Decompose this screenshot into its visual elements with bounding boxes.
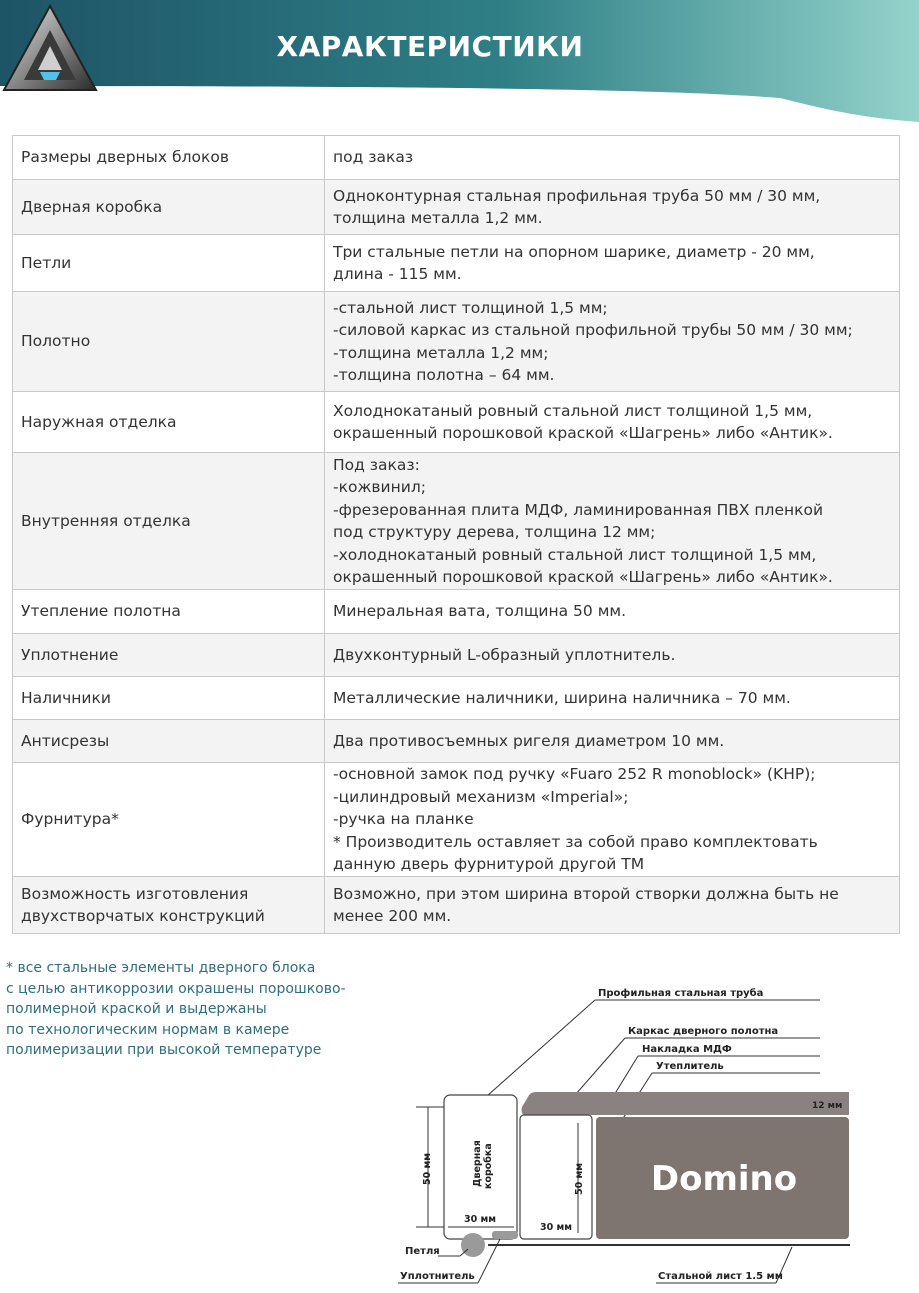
spec-value-line: окрашенный порошковой краской «Шагрень» либо «Антик». xyxy=(333,568,833,586)
spec-value-line: Холоднокатаный ровный стальной лист толщиной 1,5 мм, xyxy=(333,401,813,420)
spec-value-line: -стальной лист толщиной 1,5 мм; xyxy=(333,298,608,317)
label-30mm-frame: 30 мм xyxy=(540,1222,573,1233)
spec-value xyxy=(325,180,900,235)
spec-key xyxy=(13,877,325,934)
label-seal: Уплотнитель xyxy=(400,1271,475,1282)
mdf-overlay xyxy=(522,1092,850,1115)
spec-key-line: Полотно xyxy=(21,332,91,351)
spec-key xyxy=(13,392,325,453)
label-steel-sheet: Стальной лист 1.5 мм xyxy=(658,1271,783,1282)
spec-key-line: Антисрезы xyxy=(21,731,110,750)
label-mdf: Накладка МДФ xyxy=(642,1044,732,1055)
spec-value-line: Одноконтурная стальная профильная труба 50 мм / 30 мм, xyxy=(333,186,821,205)
spec-table xyxy=(12,135,900,934)
spec-row xyxy=(13,180,900,235)
spec-value xyxy=(325,720,900,763)
footnote-line: * все стальные элементы дверного блока xyxy=(6,960,316,976)
spec-value-line: Металлические наличники, ширина наличника – 70 мм. xyxy=(333,688,791,707)
label-hinge: Петля xyxy=(405,1246,440,1257)
spec-row xyxy=(13,634,900,677)
spec-value xyxy=(325,677,900,720)
footnote xyxy=(6,958,386,1061)
footnote-line: полимеризации при высокой температуре xyxy=(6,1042,322,1059)
spec-row xyxy=(13,453,900,590)
footnote-line: полимерной краской и выдержаны xyxy=(6,1001,267,1018)
spec-value-line: -фрезерованная плита МДФ, ламинированная ПВХ пленкой xyxy=(333,500,824,519)
door-section-diagram xyxy=(380,975,919,1293)
spec-value-line: -силовой каркас из стальной профильной трубы 50 мм / 30 мм; xyxy=(333,321,853,339)
header-banner xyxy=(0,0,919,125)
spec-key-line: Утепление полотна xyxy=(21,602,181,621)
spec-key xyxy=(13,763,325,877)
spec-value xyxy=(325,453,900,590)
spec-value-line: Минеральная вата, толщина 50 мм. xyxy=(333,602,627,621)
label-12mm: 12 мм xyxy=(812,1101,843,1111)
spec-key-line: Наличники xyxy=(21,688,111,707)
spec-key-line: Петли xyxy=(21,253,72,272)
spec-value-line: под заказ xyxy=(333,148,414,167)
spec-value-line: Три стальные петли на опорном шарике, диаметр - 20 мм, xyxy=(333,242,815,261)
spec-key-line: Уплотнение xyxy=(21,645,119,664)
label-frame: Каркас дверного полотна xyxy=(628,1026,779,1037)
spec-row xyxy=(13,720,900,763)
spec-key-line: двухстворчатых конструкций xyxy=(21,907,265,925)
spec-value xyxy=(325,392,900,453)
spec-key-line: Фурнитура* xyxy=(21,810,119,829)
spec-value-line: под структуру дерева, толщина 12 мм; xyxy=(333,523,656,541)
hinge-shape xyxy=(461,1233,485,1257)
spec-value xyxy=(325,590,900,634)
spec-value-line: Двухконтурный L-образный уплотнитель. xyxy=(333,645,676,664)
label-box-2: коробка xyxy=(483,1143,494,1189)
spec-key-line: Наружная отделка xyxy=(21,412,177,431)
spec-row xyxy=(13,235,900,292)
spec-row xyxy=(13,392,900,453)
spec-value-line: -цилиндровый механизм «Imperial»; xyxy=(333,787,629,806)
spec-value-line: окрашенный порошковой краской «Шагрень» либо «Антик». xyxy=(333,424,833,442)
footnote-line: с целью антикоррозии окрашены порошково- xyxy=(6,980,346,997)
brand-label: Domino xyxy=(650,1159,798,1199)
spec-value-line: Два противосъемных ригеля диаметром 10 мм. xyxy=(333,731,725,750)
spec-value-line: Под заказ: xyxy=(333,455,420,474)
spec-value-line: длина - 115 мм. xyxy=(333,265,462,283)
spec-key xyxy=(13,453,325,590)
spec-value-line: -кожвинил; xyxy=(333,478,426,496)
seal-shape xyxy=(492,1231,518,1239)
spec-value-line: -холоднокатаный ровный стальной лист толщиной 1,5 мм, xyxy=(333,545,817,564)
spec-row xyxy=(13,763,900,877)
spec-value xyxy=(325,634,900,677)
label-50mm-mid: 50 мм xyxy=(574,1162,585,1195)
label-insulation: Утеплитель xyxy=(656,1061,724,1072)
spec-value xyxy=(325,136,900,180)
spec-row xyxy=(13,877,900,934)
spec-key xyxy=(13,235,325,292)
spec-row xyxy=(13,292,900,392)
spec-value-line: * Производитель оставляет за собой право комплектовать xyxy=(333,832,818,851)
company-logo-icon xyxy=(0,0,100,100)
spec-row xyxy=(13,590,900,634)
spec-key xyxy=(13,180,325,235)
spec-row xyxy=(13,136,900,180)
spec-key-line: Размеры дверных блоков xyxy=(21,148,229,167)
spec-value xyxy=(325,292,900,392)
spec-row xyxy=(13,677,900,720)
spec-key xyxy=(13,590,325,634)
label-box-1: Дверная xyxy=(472,1140,483,1187)
spec-key-line: Дверная коробка xyxy=(21,197,163,216)
spec-value-line: толщина металла 1,2 мм. xyxy=(333,209,543,227)
spec-key xyxy=(13,677,325,720)
spec-key xyxy=(13,634,325,677)
spec-key xyxy=(13,292,325,392)
footnote-line: по технологическим нормам в камере xyxy=(6,1021,290,1038)
spec-key xyxy=(13,720,325,763)
spec-value xyxy=(325,877,900,934)
spec-value xyxy=(325,235,900,292)
spec-value-line: -ручка на планке xyxy=(333,810,474,829)
spec-value-line: -толщина металла 1,2 мм; xyxy=(333,343,549,362)
spec-key-line: Возможность изготовления xyxy=(21,884,249,903)
spec-value xyxy=(325,763,900,877)
spec-value-line: данную дверь фурнитурой другой ТМ xyxy=(333,855,645,874)
spec-value-line: -основной замок под ручку «Fuaro 252 R monoblock» (KHP); xyxy=(333,765,816,784)
label-profile-pipe: Профильная стальная труба xyxy=(598,988,764,999)
label-30mm-box: 30 мм xyxy=(464,1214,497,1225)
page-title: ХАРАКТЕРИСТИКИ xyxy=(276,30,584,63)
spec-value-line: менее 200 мм. xyxy=(333,907,452,925)
spec-value-line: -толщина полотна – 64 мм. xyxy=(333,366,555,384)
label-50mm-left: 50 мм xyxy=(422,1152,433,1185)
spec-key xyxy=(13,136,325,180)
spec-value-line: Возможно, при этом ширина второй створки должна быть не xyxy=(333,884,839,903)
spec-key-line: Внутренняя отделка xyxy=(21,511,191,530)
